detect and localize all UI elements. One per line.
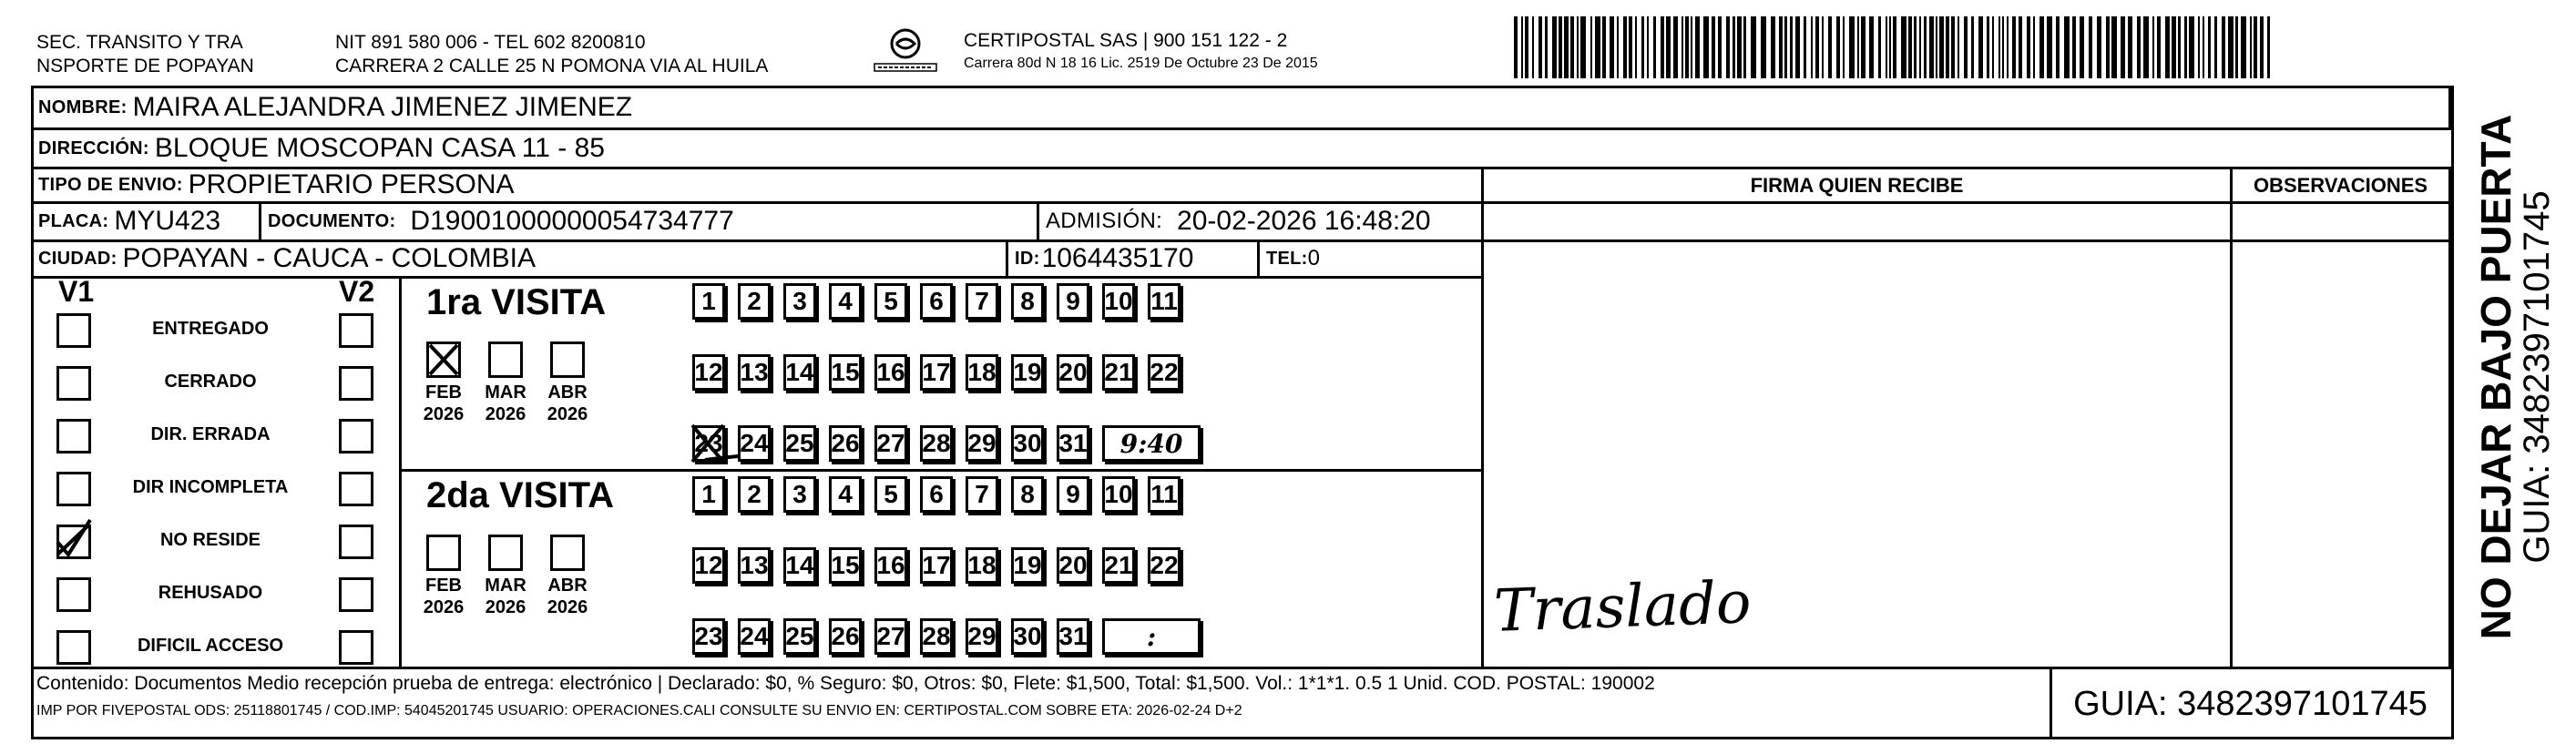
day-box[interactable]: 10 <box>1102 283 1135 320</box>
barcode-bar <box>1552 16 1557 78</box>
day-box[interactable]: 27 <box>874 425 907 462</box>
day-box[interactable]: 30 <box>1011 425 1044 462</box>
barcode-bar <box>1992 16 1994 78</box>
barcode-bar <box>2241 16 2246 78</box>
day-box[interactable]: 8 <box>1011 283 1044 320</box>
barcode-bar <box>1590 16 1592 78</box>
day-box[interactable]: 2 <box>738 476 771 513</box>
status-option-label: DIFICIL ACCESO <box>137 636 283 656</box>
barcode-bar <box>1998 16 2000 78</box>
barcode-bar <box>2250 16 2252 78</box>
status-option-label: DIR. ERRADA <box>150 424 271 444</box>
day-box[interactable]: 28 <box>920 618 953 655</box>
barcode-bar <box>1737 16 1742 78</box>
day-box[interactable]: 21 <box>1102 547 1135 584</box>
day-box[interactable]: 15 <box>829 354 862 391</box>
barcode-bar <box>1958 16 1959 78</box>
barcode-bar <box>2189 16 2194 78</box>
day-box[interactable]: 16 <box>874 547 907 584</box>
day-box[interactable]: 24 <box>738 425 771 462</box>
barcode-bar <box>2178 16 2181 78</box>
v1-checkbox[interactable] <box>56 419 91 453</box>
barcode-bar <box>1743 16 1746 78</box>
barcode-bar <box>1939 16 1944 78</box>
v2-checkbox[interactable] <box>339 577 373 612</box>
barcode-bar <box>2080 16 2084 78</box>
v2-checkbox[interactable] <box>339 313 373 348</box>
city: POPAYAN - CAUCA - COLOMBIA <box>122 243 536 273</box>
barcode-bar <box>1635 16 1637 78</box>
barcode-bar <box>1761 16 1766 78</box>
barcode-bar <box>2184 16 2187 78</box>
barcode-bar <box>1673 16 1678 78</box>
day-box[interactable]: 26 <box>829 618 862 655</box>
recipient-name: MAIRA ALEJANDRA JIMENEZ JIMENEZ <box>132 92 633 122</box>
barcode-bar <box>2137 16 2141 78</box>
barcode-bar <box>2222 16 2225 78</box>
barcode-bar <box>1666 16 1671 78</box>
barcode-bar <box>2152 16 2154 78</box>
barcode-bar <box>1564 16 1569 78</box>
month-label: FEB 2026 <box>423 576 465 617</box>
barcode-bar <box>1623 16 1627 78</box>
barcode-bar <box>2121 16 2125 78</box>
barcode-bar <box>1682 16 1683 78</box>
check-mark-icon <box>54 518 92 556</box>
barcode-bar <box>1929 16 1934 78</box>
barcode-bar <box>1538 16 1542 78</box>
barcode-bar <box>1695 16 1700 78</box>
day-box[interactable]: 5 <box>874 283 907 320</box>
barcode-bar <box>1784 16 1787 78</box>
no-under-door-warning: NO DEJAR BAJO PUERTA <box>2472 114 2520 640</box>
barcode-bar <box>1886 16 1887 78</box>
day-box[interactable]: 25 <box>783 618 816 655</box>
tel-field: TEL: 0 <box>1266 246 1320 270</box>
day-box[interactable]: 4 <box>829 283 862 320</box>
barcode-bar <box>1889 16 1891 78</box>
barcode-bar <box>1629 16 1632 78</box>
barcode-bar <box>1795 16 1800 78</box>
day-box[interactable]: 28 <box>920 425 953 462</box>
observations-label: OBSERVACIONES <box>2253 174 2428 197</box>
day-box[interactable]: 11 <box>1148 283 1181 320</box>
month-checkbox[interactable] <box>550 535 585 571</box>
barcode-bar <box>2019 16 2022 78</box>
barcode-bar <box>1893 16 1896 78</box>
day-box[interactable]: 19 <box>1011 354 1044 391</box>
barcode-bar <box>1919 16 1921 78</box>
barcode-bar <box>1641 16 1644 78</box>
barcode-bar <box>1878 16 1881 78</box>
barcode-bar <box>2097 16 2101 78</box>
day-box[interactable]: 11 <box>1148 476 1181 513</box>
month-label: FEB 2026 <box>423 382 465 424</box>
status-option-label: DIR INCOMPLETA <box>132 477 289 497</box>
city-field: CIUDAD: POPAYAN - CAUCA - COLOMBIA <box>38 243 536 273</box>
day-box[interactable]: 5 <box>874 476 907 513</box>
barcode-bar <box>2208 16 2211 78</box>
day-box[interactable]: 26 <box>829 425 862 462</box>
barcode-bar <box>2033 16 2035 78</box>
barcode-bar <box>2203 16 2204 78</box>
barcode-bar <box>1580 16 1586 78</box>
day-box[interactable]: 17 <box>920 354 953 391</box>
v1-checkbox[interactable] <box>56 577 91 612</box>
day-box[interactable]: 6 <box>920 283 953 320</box>
barcode-icon <box>1514 16 2272 78</box>
day-box[interactable]: 18 <box>966 354 998 391</box>
barcode-bar <box>1811 16 1813 78</box>
day-box[interactable]: 31 <box>1057 618 1089 655</box>
x-mark-icon <box>426 341 461 378</box>
month-label: ABR 2026 <box>547 576 588 617</box>
plate-field: PLACA: MYU423 <box>38 206 221 236</box>
status-option-label: CERRADO <box>164 372 257 392</box>
document-field: DOCUMENTO: D19001000000054734777 <box>268 206 734 236</box>
barcode-bar <box>1914 16 1917 78</box>
v2-checkbox[interactable] <box>339 472 373 506</box>
month-checkbox[interactable] <box>426 535 461 571</box>
barcode-bar <box>1691 16 1692 78</box>
day-box[interactable]: 1 <box>692 283 725 320</box>
barcode-bar <box>1987 16 1989 78</box>
side-guide-number: GUIA: 3482397101745 <box>2517 190 2557 564</box>
barcode-bar <box>1718 16 1722 78</box>
v2-checkbox[interactable] <box>339 525 373 559</box>
month-checkbox[interactable] <box>426 341 461 378</box>
day-box[interactable]: 22 <box>1148 354 1181 391</box>
barcode-bar <box>1653 16 1656 78</box>
day-box[interactable]: 23 <box>692 618 725 655</box>
barcode-bar <box>2128 16 2132 78</box>
day-box[interactable]: 31 <box>1057 425 1089 462</box>
v2-checkbox[interactable] <box>339 366 373 401</box>
day-box[interactable]: 9 <box>1057 283 1089 320</box>
day-box[interactable]: 24 <box>738 618 771 655</box>
month-label: MAR 2026 <box>485 382 526 424</box>
footer-content-line: Contenido: Documentos Medio recepción prueba de entrega: electrónico | Declarado: $0, % Seguro: $0, Otros: $0, Flete: $1,500, Total: $1,500. Vol.: 1*1*1. 0.5 1 Unid. COD. POSTAL: 190002 <box>36 673 1655 694</box>
day-box[interactable]: 27 <box>874 618 907 655</box>
side-labels <box>2454 86 2576 668</box>
day-box[interactable]: 20 <box>1057 354 1089 391</box>
barcode-bar <box>1901 16 1906 78</box>
day-box[interactable]: 20 <box>1057 547 1089 584</box>
signature-label: FIRMA QUIEN RECIBE <box>1750 174 1964 197</box>
document-number: D19001000000054734777 <box>410 206 734 236</box>
month-label: MAR 2026 <box>485 576 526 617</box>
day-box[interactable]: 21 <box>1102 354 1135 391</box>
barcode-bar <box>1703 16 1709 78</box>
plate: MYU423 <box>114 206 221 236</box>
shipment-type: PROPIETARIO PERSONA <box>188 169 515 199</box>
day-box[interactable]: 14 <box>783 354 816 391</box>
barcode-bar <box>2157 16 2161 78</box>
status-option-label: ENTREGADO <box>152 319 269 339</box>
barcode-bar <box>1577 16 1579 78</box>
barcode-bar <box>1790 16 1793 78</box>
barcode-bar <box>2056 16 2060 78</box>
month-checkbox[interactable] <box>488 535 523 571</box>
day-box[interactable]: 4 <box>829 476 862 513</box>
barcode-bar <box>1521 16 1523 78</box>
day-box[interactable]: 15 <box>829 547 862 584</box>
barcode-bar <box>1771 16 1775 78</box>
barcode-bar <box>2267 16 2270 78</box>
day-box[interactable]: 13 <box>738 547 771 584</box>
status-option-label: REHUSADO <box>158 583 263 603</box>
month-label: ABR 2026 <box>547 382 588 424</box>
day-box[interactable]: 9 <box>1057 476 1089 513</box>
day-box[interactable]: 16 <box>874 354 907 391</box>
barcode-bar <box>2106 16 2110 78</box>
v1-checkbox[interactable] <box>56 472 91 506</box>
day-box[interactable]: 14 <box>783 547 816 584</box>
signature-handwriting: Traslado <box>1492 569 1753 646</box>
recipient-address: BLOQUE MOSCOPAN CASA 11 - 85 <box>154 133 605 163</box>
barcode-bar <box>1869 16 1874 78</box>
tel: 0 <box>1307 246 1320 270</box>
barcode-bar <box>2165 16 2170 78</box>
day-box[interactable]: 25 <box>783 425 816 462</box>
admission-datetime: 20-02-2026 16:48:20 <box>1177 206 1431 236</box>
barcode-bar <box>1779 16 1783 78</box>
recipient-name-field: NOMBRE: MAIRA ALEJANDRA JIMENEZ JIMENEZ <box>38 92 633 122</box>
recipient-address-field: DIRECCIÓN: BLOQUE MOSCOPAN CASA 11 - 85 <box>38 133 605 163</box>
barcode-bar <box>1661 16 1664 78</box>
day-box[interactable]: 12 <box>692 354 725 391</box>
barcode-bar <box>1602 16 1606 78</box>
v1-checkbox[interactable] <box>56 313 91 348</box>
day-box[interactable]: 19 <box>1011 547 1044 584</box>
day-box[interactable]: 7 <box>966 476 998 513</box>
id-field: ID: 1064435170 <box>1015 243 1194 273</box>
barcode-bar <box>1545 16 1548 78</box>
time-box[interactable]: : <box>1102 618 1201 655</box>
barcode-bar <box>2002 16 2004 78</box>
v1-checkbox[interactable] <box>56 525 91 559</box>
day-box[interactable]: 10 <box>1102 476 1135 513</box>
barcode-bar <box>2072 16 2076 78</box>
barcode-bar <box>1828 16 1832 78</box>
barcode-bar <box>2027 16 2030 78</box>
time-box[interactable]: 9:40 <box>1102 425 1201 462</box>
barcode-bar <box>2111 16 2117 78</box>
barcode-bar <box>1951 16 1955 78</box>
barcode-bar <box>1843 16 1845 78</box>
barcode-bar <box>1861 16 1866 78</box>
barcode-bar <box>1857 16 1859 78</box>
day-box[interactable]: 22 <box>1148 547 1181 584</box>
barcode-bar <box>2064 16 2070 78</box>
barcode-bar <box>2012 16 2016 78</box>
barcode-bar <box>2007 16 2009 78</box>
id-number: 1064435170 <box>1041 243 1194 273</box>
barcode-bar <box>1936 16 1937 78</box>
barcode-bar <box>1525 16 1528 78</box>
barcode-bar <box>1804 16 1806 78</box>
barcode-bar <box>1514 16 1518 78</box>
barcode-bar <box>1617 16 1619 78</box>
barcode-bar <box>1971 16 1974 78</box>
barcode-bar <box>1685 16 1689 78</box>
barcode-bar <box>1836 16 1840 78</box>
barcode-bar <box>1595 16 1600 78</box>
day-box[interactable]: 29 <box>966 618 998 655</box>
barcode-bar <box>1822 16 1824 78</box>
day-box[interactable]: 3 <box>783 283 816 320</box>
day-box[interactable]: 29 <box>966 425 998 462</box>
certipostal-logo-icon <box>869 27 942 78</box>
visit2-title: 2da VISITA <box>426 475 614 515</box>
day-box[interactable]: 8 <box>1011 476 1044 513</box>
barcode-bar <box>2214 16 2217 78</box>
barcode-bar <box>1964 16 1968 78</box>
sender-contact: NIT 891 580 006 - TEL 602 8200810 CARRERA 2 CALLE 25 N POMONA VIA AL HUILA <box>335 32 769 76</box>
day-box[interactable]: 1 <box>692 476 725 513</box>
barcode-bar <box>1726 16 1730 78</box>
barcode-bar <box>1924 16 1927 78</box>
barcode-bar <box>1815 16 1819 78</box>
barcode-bar <box>2235 16 2238 78</box>
status-option-label: NO RESIDE <box>159 530 261 550</box>
barcode-bar <box>1978 16 1983 78</box>
barcode-bar <box>2039 16 2044 78</box>
day-box[interactable]: 18 <box>966 547 998 584</box>
barcode-bar <box>1849 16 1855 78</box>
day-box[interactable]: 6 <box>920 476 953 513</box>
barcode-bar <box>1946 16 1949 78</box>
day-box[interactable]: 23 <box>692 425 725 462</box>
barcode-bar <box>2198 16 2200 78</box>
barcode-bar <box>1532 16 1534 78</box>
day-box[interactable]: 30 <box>1011 618 1044 655</box>
v2-checkbox[interactable] <box>339 419 373 453</box>
day-box[interactable]: 7 <box>966 283 998 320</box>
visit1-title: 1ra VISITA <box>426 282 607 322</box>
admission-field: ADMISIÓN: 20-02-2026 16:48:20 <box>1046 206 1431 236</box>
v1-header: V1 <box>58 275 95 308</box>
barcode-bar <box>1610 16 1614 78</box>
barcode-bar <box>2260 16 2264 78</box>
barcode-bar <box>1647 16 1649 78</box>
v1-checkbox[interactable] <box>56 366 91 401</box>
barcode-bar <box>1712 16 1715 78</box>
barcode-bar <box>2172 16 2176 78</box>
day-box[interactable]: 2 <box>738 283 771 320</box>
carrier-info: CERTIPOSTAL SAS | 900 151 122 - 2 Carrera 80d N 18 16 Lic. 2519 De Octubre 23 De 2015 <box>964 30 1318 71</box>
barcode-bar <box>2143 16 2149 78</box>
barcode-bar <box>1733 16 1735 78</box>
footer-guide-number: GUIA: 3482397101745 <box>2073 685 2428 723</box>
barcode-bar <box>2089 16 2092 78</box>
barcode-bar <box>2047 16 2052 78</box>
day-box[interactable]: 17 <box>920 547 953 584</box>
barcode-bar <box>1570 16 1574 78</box>
day-box[interactable]: 13 <box>738 354 771 391</box>
day-box[interactable]: 3 <box>783 476 816 513</box>
barcode-bar <box>2228 16 2234 78</box>
month-checkbox[interactable] <box>550 341 585 378</box>
sender-name: SEC. TRANSITO Y TRA NSPORTE DE POPAYAN <box>36 32 254 76</box>
barcode-bar <box>1559 16 1562 78</box>
month-checkbox[interactable] <box>488 341 523 378</box>
v2-checkbox[interactable] <box>339 630 373 665</box>
barcode-bar <box>2254 16 2257 78</box>
v1-checkbox[interactable] <box>56 630 91 665</box>
barcode-bar <box>1751 16 1756 78</box>
shipment-type-field: TIPO DE ENVIO: PROPIETARIO PERSONA <box>38 169 515 199</box>
v2-header: V2 <box>339 275 375 308</box>
day-box[interactable]: 12 <box>692 547 725 584</box>
barcode-bar <box>1908 16 1912 78</box>
footer-print-line: IMP POR FIVEPOSTAL ODS: 25118801745 / COD.IMP: 54045201745 USUARIO: OPERACIONES.CALI CONSULTE SU ENVIO EN: CERTIPOSTAL.COM SOBRE ETA: 2026-02-24 D+2 <box>36 703 1242 718</box>
